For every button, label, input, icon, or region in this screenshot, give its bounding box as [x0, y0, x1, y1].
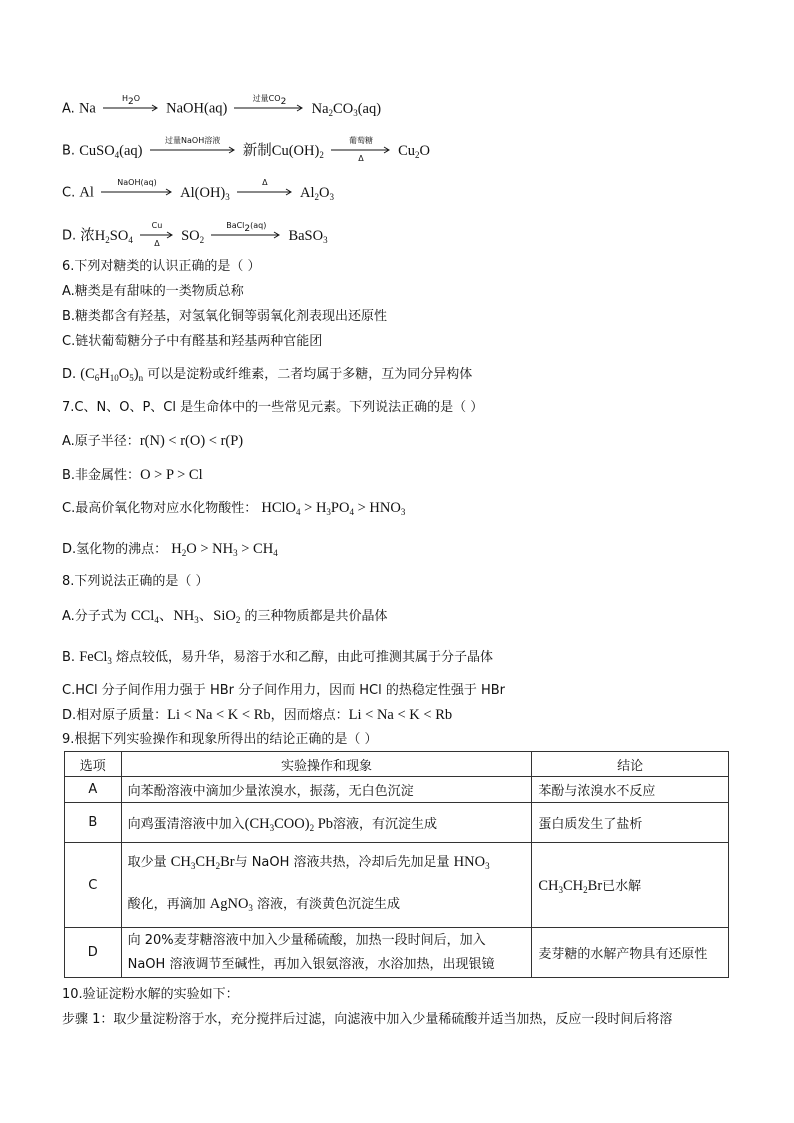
q6-option-a: A.糖类是有甜味的一类物质总称 — [62, 284, 244, 299]
q9-stem: 9.根据下列实验操作和现象所得出的结论正确的是（ ） — [62, 732, 378, 747]
column-header-operation: 实验操作和现象 — [121, 752, 532, 777]
q7-option-d: D.氢化物的沸点： $H_2O > NH_3 > CH_4$ — [62, 541, 278, 558]
formula-polysaccharide: $(C_6H_{10}O_5)_n$ — [80, 366, 144, 383]
arrow-icon — [237, 188, 293, 196]
q8-option-c: C.HCl 分子间作用力强于 HBr 分子间作用力，因而 HCl 的热稳定性强于 HBr — [62, 683, 506, 698]
q6-option-b: B.糖类都含有羟基，对氢氧化铜等弱氧化剂表现出还原性 — [62, 309, 388, 324]
q6-stem: 6.下列对糖类的认识正确的是（ ） — [62, 259, 261, 274]
q7-stem: 7.C、N、O、P、Cl 是生命体中的一些常见元素。下列说法正确的是（ ） — [62, 400, 484, 415]
table-row: A 向苯酚溶液中滴加少量浓溴水，振荡，无白色沉淀 苯酚与浓溴水不反应 — [65, 777, 729, 803]
q6-option-c: C.链状葡萄糖分子中有醛基和羟基两种官能团 — [62, 334, 323, 349]
reaction-arrow: 过量$CO_2$ — [234, 99, 304, 119]
reaction-arrow: NaOH(aq) — [101, 183, 173, 203]
arrow-icon — [211, 231, 281, 239]
arrow-icon — [331, 146, 391, 154]
q7-option-b: B.非金属性：O > P > Cl — [62, 467, 203, 483]
formula-na: Na — [78, 100, 96, 117]
table-row: C 取少量 $CH_3CH_2Br$与 NaOH 溶液共热，冷却后先加足量 $HNO_3$ 酸化，再滴加 AgNO$_3$ 溶液，有淡黄色沉淀生成 $CH_3CH_2Br$已水解 — [65, 843, 729, 928]
reaction-arrow: Cu Δ — [140, 226, 174, 246]
reaction-arrow: $H_2O$ — [103, 99, 159, 119]
q5-option-a: A. Na $H_2O$ NaOH(aq) 过量$CO_2$ $Na_2CO_3(aq)$ — [62, 94, 382, 118]
q8-option-b: B. FeCl$_3$ 熔点较低，易升华，易溶于水和乙醇，由此可推测其属于分子晶体 — [62, 649, 494, 666]
q5-option-c: C. Al NaOH(aq) $Al(OH)_3$ Δ $Al_2O_3$ — [62, 178, 335, 202]
q10-stem: 10.验证淀粉水解的实验如下： — [62, 987, 239, 1002]
q7-option-c: C.最高价氧化物对应水化物酸性： HClO$_4$ > $H_3PO_4 > HNO_3$ — [62, 500, 406, 517]
q8-option-a: A.分子式为 CCl$_4$、$NH_3$、SiO$_2$ 的三种物质都是共价晶体 — [62, 608, 388, 625]
arrow-icon — [150, 146, 236, 154]
column-header-conclusion: 结论 — [532, 752, 729, 777]
q5-option-d: D. 浓$H_2SO_4$ Cu Δ $SO_2$ BaCl$_2$(aq) BaSO$_3$ — [62, 221, 328, 248]
q6-option-d: D. $(C_6H_{10}O_5)_n$ 可以是淀粉或纤维素，二者均属于多糖，互为同分异构体 — [62, 366, 473, 383]
q8-stem: 8.下列说法正确的是（ ） — [62, 574, 209, 589]
q7-option-a: A.原子半径：r(N) < r(O) < r(P) — [62, 433, 244, 449]
experiment-table — [64, 751, 729, 978]
table-row: B 向鸡蛋清溶液中加入$(CH_3COO)_2$ Pb溶液，有沉淀生成 蛋白质发生了盐析 — [65, 803, 729, 843]
reaction-arrow: BaCl$_2$(aq) — [211, 226, 281, 246]
q10-step1: 步骤 1：取少量淀粉溶于水，充分搅拌后过滤，向滤液中加入少量稀硫酸并适当加热，反应一段时间后将溶 — [62, 1012, 673, 1027]
arrow-icon — [234, 104, 304, 112]
reaction-arrow: 过量NaOH溶液 — [150, 141, 236, 161]
table-header-row — [65, 752, 729, 777]
reaction-arrow: 葡萄糖 Δ — [331, 141, 391, 161]
q8-option-d: D.相对原子质量：Li < Na < K < Rb，因而熔点：Li < Na < K < Rb — [62, 707, 453, 723]
reaction-arrow: Δ — [237, 183, 293, 203]
arrow-icon — [103, 104, 159, 112]
table-row: D 向 20%麦芽糖溶液中加入少量稀硫酸，加热一段时间后，加入 NaOH 溶液调节至碱性，再加入银氨溶液，水浴加热，出现银镜 麦芽糖的水解产物具有还原性 — [65, 928, 729, 978]
q5-option-b: B. CuSO$_4$(aq) 过量NaOH溶液 新制$Cu(OH)_2$ 葡萄糖 Δ $Cu_2O$ — [62, 136, 431, 163]
arrow-icon — [101, 188, 173, 196]
arrow-icon — [140, 231, 174, 239]
column-header-option: 选项 — [65, 752, 122, 777]
